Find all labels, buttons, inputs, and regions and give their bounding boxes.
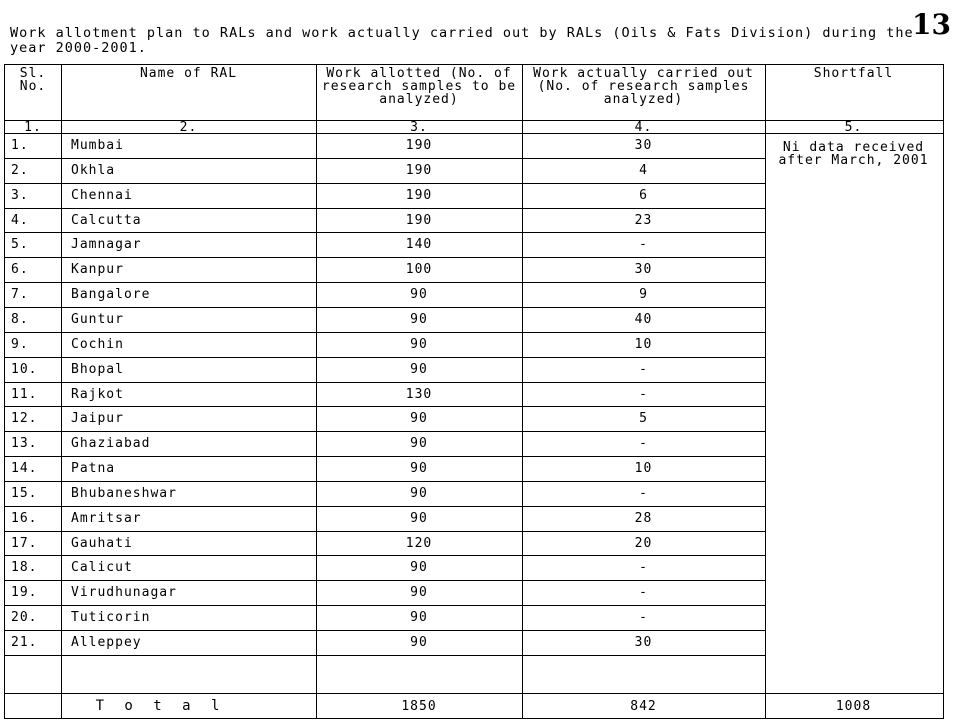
row-divider <box>5 605 765 606</box>
row-ral-name: Bhubaneshwar <box>71 485 177 501</box>
row-work-allotted: 90 <box>410 336 428 352</box>
row-sl-no: 10. <box>11 361 38 377</box>
row-divider <box>5 282 765 283</box>
row-work-carried-out: - <box>639 585 648 601</box>
column-header-name: Name of RAL <box>139 66 238 81</box>
total-divider <box>5 693 943 694</box>
row-work-allotted: 90 <box>410 311 428 327</box>
row-work-allotted: 90 <box>410 361 428 377</box>
row-ral-name: Gauhati <box>71 535 133 551</box>
row-work-carried-out: 23 <box>634 212 653 228</box>
row-work-carried-out: 10 <box>634 461 653 477</box>
row-work-allotted: 90 <box>410 287 428 303</box>
row-divider <box>5 481 765 482</box>
row-work-carried-out: 4 <box>639 162 648 178</box>
row-ral-name: Amritsar <box>71 510 142 526</box>
row-sl-no: 2. <box>11 162 29 178</box>
row-work-allotted: 190 <box>405 138 433 153</box>
row-ral-name: Virudhunagar <box>71 585 177 601</box>
row-sl-no: 11. <box>11 386 38 402</box>
row-divider <box>5 531 765 532</box>
row-work-allotted: 90 <box>410 635 428 650</box>
row-work-allotted: 140 <box>405 237 433 253</box>
row-divider <box>5 406 765 407</box>
row-work-carried-out: - <box>639 485 648 501</box>
row-work-carried-out: 9 <box>639 287 648 303</box>
column-index-shortfall: 5. <box>844 120 863 135</box>
row-work-allotted: 190 <box>405 187 433 203</box>
row-sl-no: 19. <box>11 585 38 601</box>
row-sl-no: 16. <box>11 510 38 526</box>
ral-work-table <box>4 64 944 719</box>
row-work-allotted: 90 <box>410 610 428 626</box>
column-header-sl: Sl. No. <box>19 66 47 94</box>
row-sl-no: 20. <box>11 610 38 626</box>
column-divider <box>765 65 766 718</box>
column-index-carried: 4. <box>634 120 653 135</box>
row-sl-no: 1. <box>11 138 29 153</box>
row-divider <box>5 431 765 432</box>
column-header-allotted: Work allotted (No. of research samples to be analyzed) <box>321 66 517 107</box>
row-ral-name: Calcutta <box>71 212 142 228</box>
row-ral-name: Kanpur <box>71 262 124 278</box>
row-ral-name: Rajkot <box>71 386 124 402</box>
row-work-allotted: 190 <box>405 212 433 228</box>
row-sl-no: 7. <box>11 287 29 303</box>
row-work-carried-out: 30 <box>634 138 653 153</box>
row-sl-no: 5. <box>11 237 29 253</box>
row-work-carried-out: - <box>639 361 648 377</box>
row-work-carried-out: 28 <box>634 510 653 526</box>
total-shortfall: 1008 <box>835 699 872 714</box>
row-work-allotted: 130 <box>405 386 433 402</box>
total-label: T o t a l <box>95 698 226 714</box>
row-work-carried-out: 6 <box>639 187 648 203</box>
row-work-allotted: 90 <box>410 485 428 501</box>
row-work-allotted: 90 <box>410 585 428 601</box>
row-divider <box>5 158 765 159</box>
row-work-allotted: 90 <box>410 510 428 526</box>
row-ral-name: Jamnagar <box>71 237 142 253</box>
row-work-carried-out: - <box>639 386 648 402</box>
row-sl-no: 14. <box>11 461 38 477</box>
row-ral-name: Tuticorin <box>71 610 151 626</box>
row-work-carried-out: 30 <box>634 262 653 278</box>
row-ral-name: Mumbai <box>71 138 124 153</box>
row-work-carried-out: - <box>639 237 648 253</box>
row-ral-name: Chennai <box>71 187 133 203</box>
row-divider <box>5 655 765 656</box>
row-ral-name: Ghaziabad <box>71 436 151 452</box>
row-ral-name: Cochin <box>71 336 124 352</box>
row-sl-no: 15. <box>11 485 38 501</box>
row-ral-name: Jaipur <box>71 411 124 427</box>
row-ral-name: Calicut <box>71 560 133 576</box>
row-ral-name: Okhla <box>71 162 116 178</box>
column-header-shortfall: Shortfall <box>813 66 894 81</box>
row-work-carried-out: - <box>639 560 648 576</box>
row-divider <box>5 257 765 258</box>
row-divider <box>5 580 765 581</box>
row-work-carried-out: - <box>639 436 648 452</box>
row-sl-no: 6. <box>11 262 29 278</box>
column-divider <box>61 65 62 718</box>
row-divider <box>5 332 765 333</box>
row-sl-no: 13. <box>11 436 38 452</box>
row-work-allotted: 90 <box>410 436 428 452</box>
row-sl-no: 8. <box>11 311 29 327</box>
row-work-allotted: 190 <box>405 162 433 178</box>
shortfall-note: Ni data received after March, 2001 <box>778 140 929 168</box>
row-ral-name: Guntur <box>71 311 124 327</box>
row-sl-no: 4. <box>11 212 29 228</box>
row-work-allotted: 100 <box>405 262 433 278</box>
slide-number: 13 <box>912 8 951 41</box>
row-sl-no: 17. <box>11 535 38 551</box>
row-work-allotted: 90 <box>410 411 428 427</box>
column-index-name: 2. <box>179 120 198 135</box>
row-sl-no: 18. <box>11 560 38 576</box>
row-sl-no: 12. <box>11 411 38 427</box>
row-work-carried-out: 10 <box>634 336 653 352</box>
column-index-allotted: 3. <box>410 120 428 135</box>
row-work-allotted: 90 <box>410 461 428 477</box>
row-divider <box>5 506 765 507</box>
total-work-carried-out: 842 <box>630 699 657 714</box>
row-work-allotted: 90 <box>410 560 428 576</box>
row-work-allotted: 120 <box>405 535 433 551</box>
total-work-allotted: 1850 <box>401 699 437 714</box>
row-work-carried-out: 5 <box>639 411 648 427</box>
row-divider <box>5 382 765 383</box>
row-divider <box>5 630 765 631</box>
row-ral-name: Bhopal <box>71 361 124 377</box>
row-work-carried-out: 30 <box>634 635 653 650</box>
row-divider <box>5 232 765 233</box>
row-sl-no: 9. <box>11 336 29 352</box>
column-header-carried: Work actually carried out (No. of research samples analyzed) <box>533 66 754 107</box>
row-ral-name: Patna <box>71 461 116 477</box>
row-divider <box>5 357 765 358</box>
row-divider <box>5 183 765 184</box>
row-divider <box>5 555 765 556</box>
row-divider <box>5 456 765 457</box>
row-ral-name: Alleppey <box>71 635 142 650</box>
table-caption: Work allotment plan to RALs and work actually carried out by RALs (Oils & Fats Division) during the year 2000-2001. <box>10 25 914 56</box>
row-work-carried-out: - <box>639 610 648 626</box>
column-index-sl: 1. <box>24 120 42 135</box>
row-divider <box>5 307 765 308</box>
row-work-carried-out: 40 <box>634 311 653 327</box>
row-divider <box>5 208 765 209</box>
row-ral-name: Bangalore <box>71 287 151 303</box>
row-work-carried-out: 20 <box>634 535 653 551</box>
row-sl-no: 21. <box>11 635 38 650</box>
row-sl-no: 3. <box>11 187 29 203</box>
